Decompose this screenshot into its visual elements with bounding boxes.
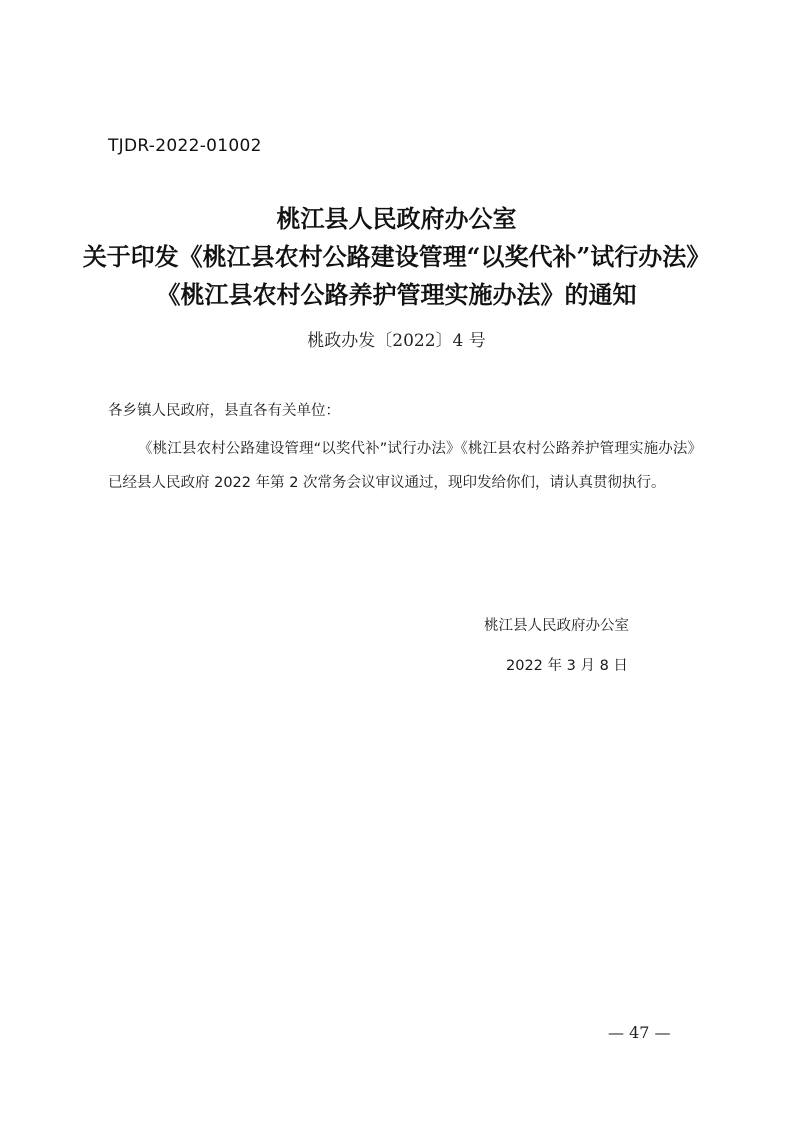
title-line-subject: 关于印发《桃江县农村公路建设管理“以奖代补”试行办法》 bbox=[82, 242, 711, 271]
document-body bbox=[108, 396, 702, 500]
salutation: 各乡镇人民政府，县直各有关单位： bbox=[108, 403, 340, 419]
signature-organization: 桃江县人民政府办公室 bbox=[484, 618, 629, 634]
document-title bbox=[0, 200, 793, 314]
signature-date: 2022 年 3 月 8 日 bbox=[506, 658, 628, 674]
document-code: TJDR-2022-01002 bbox=[108, 136, 262, 156]
body-paragraph: 《桃江县农村公路建设管理“以奖代补”试行办法》《桃江县农村公路养护管理实施办法》已经县人民政府 2022 年第 2 次常务会议审议通过，现印发给你们，请认真贯彻执行。 bbox=[108, 441, 702, 491]
document-number: 桃政办发〔2022〕4 号 bbox=[307, 331, 486, 351]
page-number: — 47 — bbox=[608, 1023, 671, 1042]
title-line-issuer: 桃江县人民政府办公室 bbox=[276, 204, 517, 233]
title-line-subject-cont: 《桃江县农村公路养护管理实施办法》的通知 bbox=[156, 280, 637, 309]
